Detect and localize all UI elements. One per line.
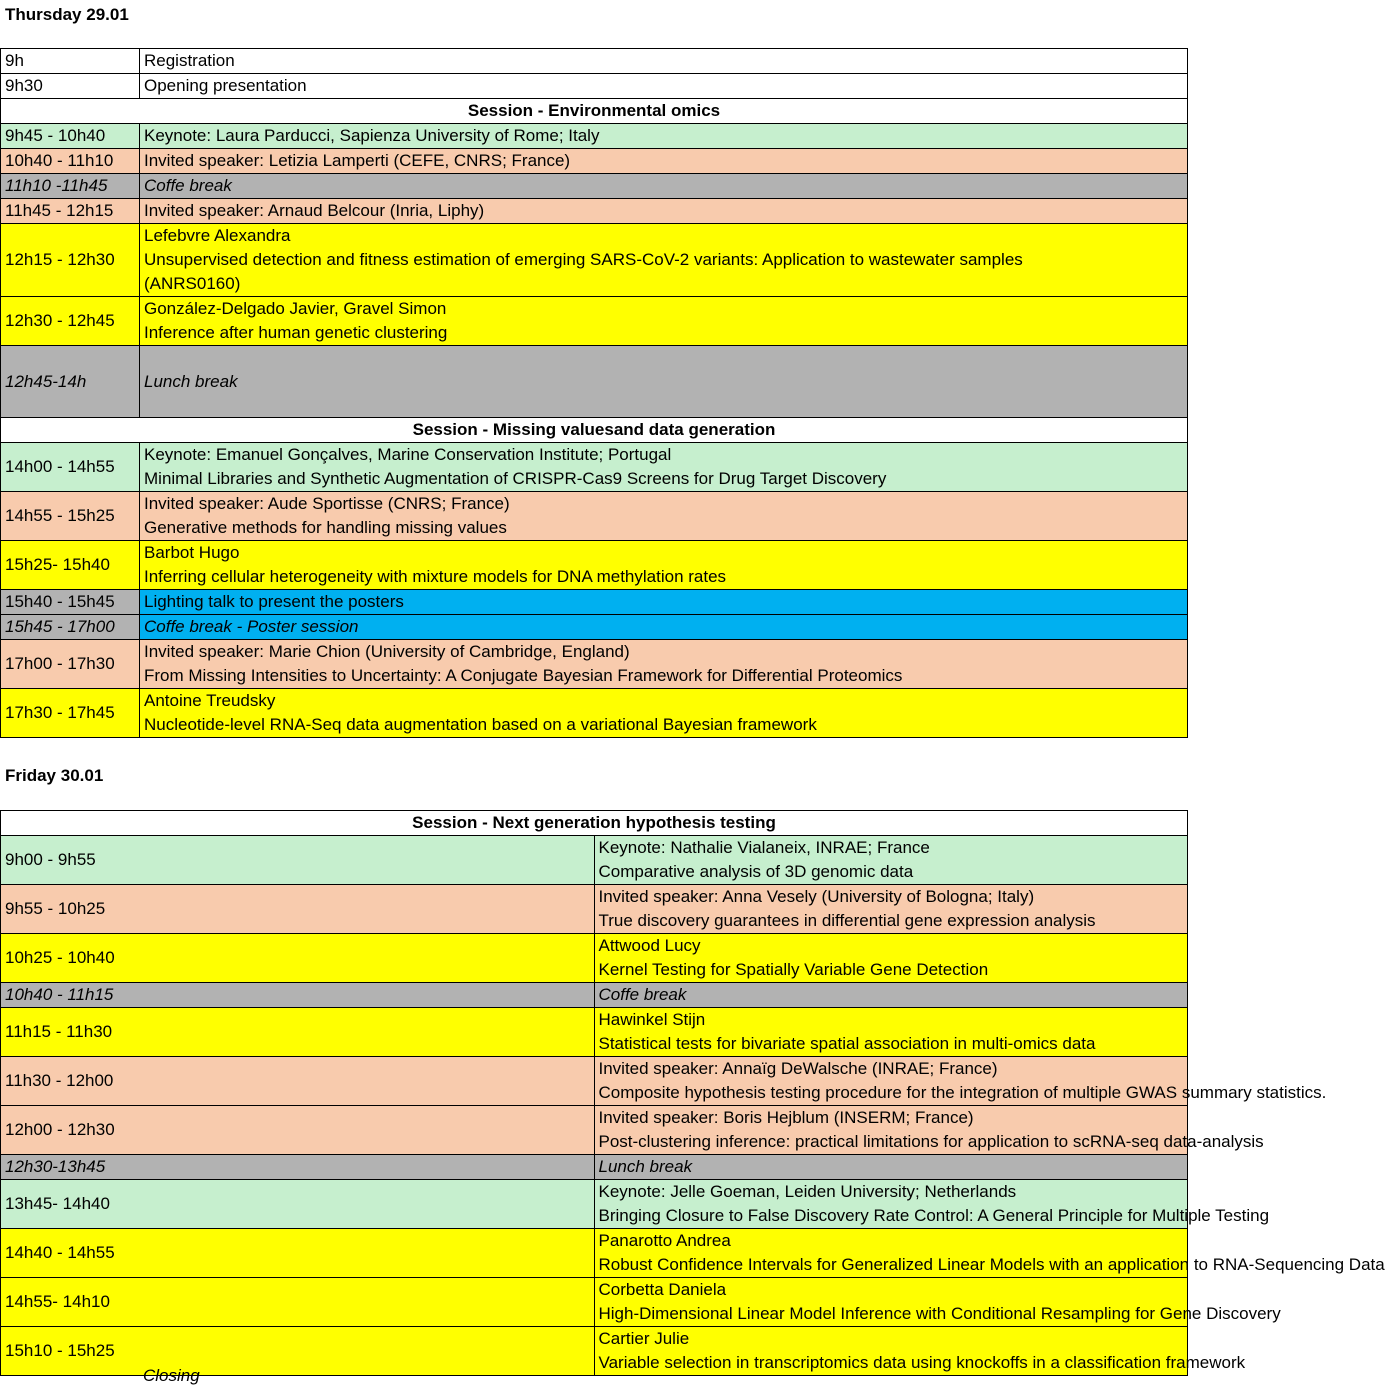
event-speaker-line: Invited speaker: Anna Vesely (University of Bologna; Italy) xyxy=(598,887,1035,906)
session-header-row xyxy=(1,811,1188,836)
event-cell xyxy=(594,1327,1246,1376)
event-cell xyxy=(594,1106,1264,1155)
time-slot: 11h45 - 12h15 xyxy=(1,199,140,224)
event-title-line: Post-clustering inference: practical limitations for application to scRNA-seq data-analysis xyxy=(598,1132,1264,1151)
event-title-line: From Missing Intensities to Uncertainty: A Conjugate Bayesian Framework for Differential Proteomics xyxy=(144,666,903,685)
event-cell xyxy=(594,1057,1327,1106)
event-speaker-line: Invited speaker: Marie Chion (University of Cambridge, England) xyxy=(144,642,630,661)
day-title-friday: Friday 30.01 xyxy=(5,766,104,785)
time-slot: 17h30 - 17h45 xyxy=(1,689,140,738)
event-cell xyxy=(594,1155,1188,1180)
event-title-line: Unsupervised detection and fitness estimation of emerging SARS-CoV-2 variants: Application to wastewater samples xyxy=(144,250,1023,269)
event-speaker-line: Invited speaker: Letizia Lamperti (CEFE, CNRS; France) xyxy=(144,151,571,170)
talk-row xyxy=(1,689,1188,738)
event-cell xyxy=(594,1229,1385,1278)
event-cell xyxy=(594,934,1188,983)
keynote-row xyxy=(1,836,1188,885)
event-speaker-line: Lighting talk to present the posters xyxy=(144,592,404,611)
day-title-thursday: Thursday 29.01 xyxy=(5,5,129,24)
invited-row xyxy=(1,1106,1188,1155)
time-slot: 14h55 - 15h25 xyxy=(1,492,140,541)
event-cell xyxy=(140,689,1188,738)
talk-row xyxy=(1,1008,1188,1057)
event-cell xyxy=(140,640,1188,689)
event-speaker-line: Antoine Treudsky xyxy=(144,691,276,710)
session-header-row xyxy=(1,418,1188,443)
event-cell xyxy=(140,590,1188,615)
time-slot: 11h15 - 11h30 xyxy=(1,1008,595,1057)
event-cell xyxy=(140,615,1188,640)
time-slot: 9h00 - 9h55 xyxy=(1,836,595,885)
talk-row xyxy=(1,1278,1188,1327)
time-slot: 12h30 - 12h45 xyxy=(1,297,140,346)
time-slot: 12h15 - 12h30 xyxy=(1,224,140,297)
event-speaker-line: González-Delgado Javier, Gravel Simon xyxy=(144,299,447,318)
time-slot: 9h55 - 10h25 xyxy=(1,885,595,934)
keynote-row xyxy=(1,443,1188,492)
break-row xyxy=(1,1155,1188,1180)
event-cell xyxy=(140,541,1188,590)
time-slot: 9h xyxy=(1,49,140,74)
event-speaker-line: Opening presentation xyxy=(144,76,307,95)
time-slot: 12h30-13h45 xyxy=(1,1155,595,1180)
event-title-line: Bringing Closure to False Discovery Rate Control: A General Principle for Multiple Testing xyxy=(598,1206,1270,1225)
time-slot: 11h10 -11h45 xyxy=(1,174,140,199)
talk-row xyxy=(1,224,1188,297)
event-speaker-line: Invited speaker: Boris Hejblum (INSERM; France) xyxy=(598,1108,974,1127)
event-cell xyxy=(140,149,1188,174)
event-speaker-line: Coffe break - Poster session xyxy=(144,617,359,636)
event-cell xyxy=(594,836,1188,885)
event-cell xyxy=(140,174,1188,199)
event-cell xyxy=(140,199,1188,224)
time-slot: 10h40 - 11h15 xyxy=(1,983,595,1008)
time-slot: 14h40 - 14h55 xyxy=(1,1229,595,1278)
event-speaker-line: Keynote: Jelle Goeman, Leiden University; Netherlands xyxy=(598,1182,1017,1201)
event-cell xyxy=(140,492,1188,541)
invited-row xyxy=(1,1057,1188,1106)
postersess-row xyxy=(1,615,1188,640)
event-speaker-line: Keynote: Laura Parducci, Sapienza University of Rome; Italy xyxy=(144,126,600,145)
event-speaker-line: Lunch break xyxy=(144,371,238,391)
time-slot: 14h00 - 14h55 xyxy=(1,443,140,492)
event-speaker-line: Keynote: Emanuel Gonçalves, Marine Conservation Institute; Portugal xyxy=(144,445,672,464)
session-title: Session - Environmental omics xyxy=(1,99,1188,124)
session-title: Session - Next generation hypothesis testing xyxy=(1,811,1188,836)
event-cell xyxy=(140,124,1188,149)
plain-row xyxy=(1,49,1188,74)
talk-row xyxy=(1,297,1188,346)
event-title-line: Robust Confidence Intervals for Generalized Linear Models with an application to RNA-Sequencing Data xyxy=(598,1255,1385,1274)
schedule-table-friday xyxy=(0,810,1385,1376)
plain-row xyxy=(1,74,1188,99)
event-speaker-line: Lefebvre Alexandra xyxy=(144,226,291,245)
time-slot: 13h45- 14h40 xyxy=(1,1180,595,1229)
talk-row xyxy=(1,934,1188,983)
event-speaker-line: Panarotto Andrea xyxy=(598,1231,731,1250)
event-title-line: Nucleotide-level RNA-Seq data augmentation based on a variational Bayesian framework xyxy=(144,715,817,734)
time-slot: 14h55- 14h10 xyxy=(1,1278,595,1327)
event-title-line: Generative methods for handling missing values xyxy=(144,518,507,537)
time-slot: 10h25 - 10h40 xyxy=(1,934,595,983)
time-slot: 9h30 xyxy=(1,74,140,99)
event-cell xyxy=(140,443,1188,492)
lightning-row xyxy=(1,590,1188,615)
event-cell xyxy=(594,1008,1188,1057)
event-speaker-line: Coffe break xyxy=(598,985,687,1004)
event-speaker-line: Invited speaker: Aude Sportisse (CNRS; France) xyxy=(144,494,510,513)
talk-row xyxy=(1,541,1188,590)
invited-row xyxy=(1,885,1188,934)
event-cell xyxy=(594,1278,1281,1327)
event-cell xyxy=(140,224,1188,297)
event-title-line: Inferring cellular heterogeneity with mixture models for DNA methylation rates xyxy=(144,567,727,586)
time-slot: 15h45 - 17h00 xyxy=(1,615,140,640)
event-title-line: Inference after human genetic clustering xyxy=(144,323,448,342)
event-speaker-line: Invited speaker: Arnaud Belcour (Inria, Liphy) xyxy=(144,201,485,220)
event-title-line: Composite hypothesis testing procedure for the integration of multiple GWAS summary statistics. xyxy=(598,1083,1327,1102)
time-slot: 12h00 - 12h30 xyxy=(1,1106,595,1155)
break-row xyxy=(1,174,1188,199)
event-speaker-line: Attwood Lucy xyxy=(598,936,701,955)
event-speaker-line: Hawinkel Stijn xyxy=(598,1010,706,1029)
event-cell xyxy=(140,74,1188,99)
event-title-line: (ANRS0160) xyxy=(144,274,241,293)
event-cell xyxy=(594,1180,1270,1229)
event-speaker-line: Corbetta Daniela xyxy=(598,1280,727,1299)
invited-row xyxy=(1,492,1188,541)
time-slot: 15h40 - 15h45 xyxy=(1,590,140,615)
event-title-line: Statistical tests for bivariate spatial association in multi-omics data xyxy=(598,1034,1096,1053)
event-cell xyxy=(594,983,1188,1008)
event-speaker-line: Coffe break xyxy=(144,176,232,195)
event-speaker-line: Keynote: Nathalie Vialaneix, INRAE; France xyxy=(598,838,930,857)
event-speaker-line: Cartier Julie xyxy=(598,1329,690,1348)
invited-row xyxy=(1,149,1188,174)
event-title-line: Variable selection in transcriptomics data using knockoffs in a classification framework xyxy=(598,1353,1246,1372)
talk-row xyxy=(1,1229,1188,1278)
event-cell xyxy=(140,297,1188,346)
lunch-row xyxy=(1,346,1188,418)
event-cell xyxy=(594,885,1188,934)
event-title-line: Comparative analysis of 3D genomic data xyxy=(598,862,914,881)
time-slot: 9h45 - 10h40 xyxy=(1,124,140,149)
event-title-line: Minimal Libraries and Synthetic Augmentation of CRISPR-Cas9 Screens for Drug Target Discovery xyxy=(144,469,887,488)
keynote-row xyxy=(1,124,1188,149)
event-title-line: Kernel Testing for Spatially Variable Gene Detection xyxy=(598,960,989,979)
event-title-line: True discovery guarantees in differential gene expression analysis xyxy=(598,911,1096,930)
session-header-row xyxy=(1,99,1188,124)
time-slot: 17h00 - 17h30 xyxy=(1,640,140,689)
event-speaker-line: Barbot Hugo xyxy=(144,543,240,562)
event-cell xyxy=(140,346,1188,418)
event-title-line: High-Dimensional Linear Model Inference with Conditional Resampling for Gene Discovery xyxy=(598,1304,1281,1323)
event-speaker-line: Registration xyxy=(144,51,235,70)
keynote-row xyxy=(1,1180,1188,1229)
time-slot: 12h45-14h xyxy=(1,346,140,418)
time-slot: 15h10 - 15h25 xyxy=(1,1327,595,1376)
schedule-table-thursday xyxy=(0,48,1188,738)
event-speaker-line: Lunch break xyxy=(598,1157,693,1176)
invited-row xyxy=(1,640,1188,689)
break-row xyxy=(1,983,1188,1008)
invited-row xyxy=(1,199,1188,224)
closing-label: Closing xyxy=(143,1366,200,1385)
time-slot: 11h30 - 12h00 xyxy=(1,1057,595,1106)
event-cell xyxy=(140,49,1188,74)
session-title: Session - Missing valuesand data generation xyxy=(1,418,1188,443)
time-slot: 15h25- 15h40 xyxy=(1,541,140,590)
event-speaker-line: Invited speaker: Annaïg DeWalsche (INRAE; France) xyxy=(598,1059,998,1078)
time-slot: 10h40 - 11h10 xyxy=(1,149,140,174)
